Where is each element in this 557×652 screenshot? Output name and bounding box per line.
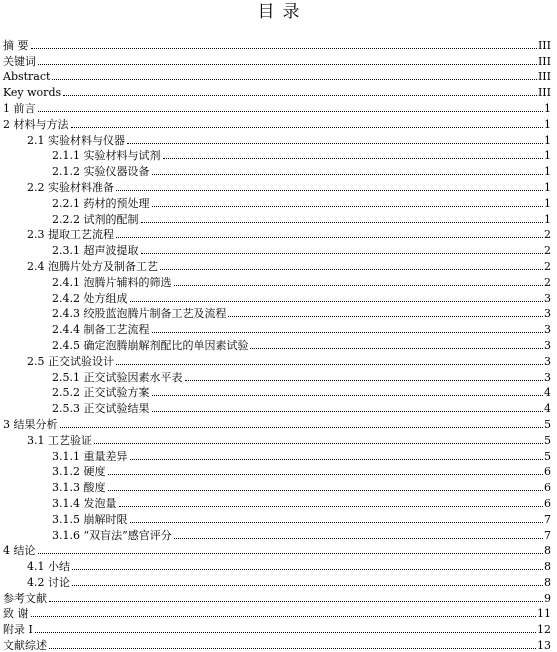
dot-leader bbox=[60, 427, 544, 428]
toc-entry[interactable] bbox=[0, 478, 551, 494]
toc-entry[interactable] bbox=[0, 510, 551, 526]
toc-entry[interactable] bbox=[0, 494, 551, 510]
toc-entry-page-number: 6 bbox=[544, 465, 551, 479]
toc-entry[interactable] bbox=[0, 320, 551, 336]
toc-entry-label: 2.5.1 正交试验因素水平表 bbox=[52, 370, 183, 384]
dot-leader bbox=[108, 474, 544, 475]
toc-entry-page-number: 3 bbox=[544, 370, 551, 384]
toc-entry-label: 2.2 实验材料准备 bbox=[27, 180, 114, 194]
toc-entry-page-number: 3 bbox=[544, 307, 551, 321]
toc-entry-page-number: 9 bbox=[544, 591, 551, 605]
toc-entry-label: 2.2.1 药材的预处理 bbox=[52, 196, 150, 210]
toc-entry-page-number: 8 bbox=[544, 575, 551, 589]
toc-entry[interactable] bbox=[0, 68, 551, 84]
dot-leader bbox=[38, 553, 544, 554]
toc-entry[interactable] bbox=[0, 589, 551, 605]
dot-leader bbox=[72, 569, 543, 570]
dot-leader bbox=[250, 348, 543, 349]
dot-leader bbox=[31, 616, 537, 617]
dot-leader bbox=[63, 95, 537, 96]
table-of-contents bbox=[0, 36, 551, 652]
dot-leader bbox=[152, 395, 544, 396]
dot-leader bbox=[174, 538, 543, 539]
toc-entry-label: 关键词 bbox=[3, 54, 36, 68]
dot-leader bbox=[127, 143, 543, 144]
dot-leader bbox=[108, 490, 544, 491]
toc-entry-label: 4.1 小结 bbox=[27, 560, 70, 574]
toc-entry-page-number: 6 bbox=[544, 481, 551, 495]
dot-leader bbox=[152, 411, 544, 412]
toc-entry-page-number: 2 bbox=[544, 228, 551, 242]
toc-entry[interactable] bbox=[0, 620, 551, 636]
toc-entry-label: 2.4.1 泡腾片辅料的筛选 bbox=[52, 275, 172, 289]
toc-entry[interactable] bbox=[0, 431, 551, 447]
toc-entry-label: 附录 I bbox=[3, 623, 33, 637]
toc-entry-label: 2.4 泡腾片处方及制备工艺 bbox=[27, 259, 158, 273]
toc-entry-page-number: 2 bbox=[544, 244, 551, 258]
toc-entry-page-number: 1 bbox=[544, 101, 551, 115]
toc-entry-page-number: III bbox=[537, 38, 551, 52]
toc-entry-label: 2.3 提取工艺流程 bbox=[27, 228, 114, 242]
toc-entry-page-number: III bbox=[537, 54, 551, 68]
toc-entry[interactable] bbox=[0, 557, 551, 573]
dot-leader bbox=[31, 48, 537, 49]
dot-leader bbox=[94, 443, 543, 444]
toc-entry-label: 3.1.1 重量差异 bbox=[52, 449, 128, 463]
dot-leader bbox=[38, 111, 544, 112]
toc-entry-page-number: 8 bbox=[544, 544, 551, 558]
toc-entry-label: 3.1.4 发泡量 bbox=[52, 496, 117, 510]
toc-entry-page-number: 8 bbox=[544, 560, 551, 574]
dot-leader bbox=[72, 585, 543, 586]
toc-entry[interactable] bbox=[0, 131, 551, 147]
toc-entry-page-number: 1 bbox=[544, 165, 551, 179]
dot-leader bbox=[130, 459, 544, 460]
toc-entry[interactable] bbox=[0, 447, 551, 463]
toc-entry[interactable] bbox=[0, 368, 551, 384]
dot-leader bbox=[141, 222, 544, 223]
toc-entry-label: 2 材料与方法 bbox=[3, 117, 69, 131]
toc-entry[interactable] bbox=[0, 605, 551, 621]
dot-leader bbox=[116, 237, 543, 238]
toc-entry[interactable] bbox=[0, 194, 551, 210]
toc-entry-label: 3.1.6 “双盲法”感官评分 bbox=[52, 528, 172, 542]
toc-entry-page-number: 2 bbox=[544, 275, 551, 289]
toc-entry-label: 2.3.1 超声波提取 bbox=[52, 244, 139, 258]
toc-entry[interactable] bbox=[0, 289, 551, 305]
toc-entry-label: 参考文献 bbox=[3, 591, 47, 605]
toc-entry[interactable] bbox=[0, 336, 551, 352]
toc-entry[interactable] bbox=[0, 399, 551, 415]
toc-entry[interactable] bbox=[0, 226, 551, 242]
toc-entry-label: 2.1.1 实验材料与试剂 bbox=[52, 149, 161, 163]
toc-entry-label: 2.5 正交试验设计 bbox=[27, 354, 114, 368]
toc-entry-page-number: 1 bbox=[544, 180, 551, 194]
dot-leader bbox=[71, 127, 544, 128]
toc-entry-page-number: 5 bbox=[544, 449, 551, 463]
toc-entry-page-number: 2 bbox=[544, 259, 551, 273]
toc-entry-label: Key words bbox=[3, 86, 62, 100]
toc-entry-page-number: 1 bbox=[544, 133, 551, 147]
toc-entry-page-number: 4 bbox=[544, 402, 551, 416]
toc-entry[interactable] bbox=[0, 384, 551, 400]
dot-leader bbox=[141, 253, 544, 254]
toc-entry-label: 2.1.2 实验仪器设备 bbox=[52, 165, 150, 179]
dot-leader bbox=[152, 332, 544, 333]
toc-entry-label: 3.1.5 崩解时限 bbox=[52, 512, 128, 526]
toc-entry[interactable] bbox=[0, 210, 551, 226]
toc-entry-page-number: 6 bbox=[544, 496, 551, 510]
toc-entry-label: 4 结论 bbox=[3, 544, 36, 558]
toc-entry[interactable] bbox=[0, 147, 551, 163]
dot-leader bbox=[174, 285, 544, 286]
toc-entry-label: 2.5.2 正交试验方案 bbox=[52, 386, 150, 400]
toc-entry[interactable] bbox=[0, 257, 551, 273]
dot-leader bbox=[130, 522, 544, 523]
toc-entry-label: 3.1.2 硬度 bbox=[52, 465, 106, 479]
dot-leader bbox=[49, 601, 543, 602]
toc-title: 目录 bbox=[257, 2, 308, 22]
toc-entry-label: 文献综述 bbox=[3, 639, 47, 652]
toc-entry[interactable] bbox=[0, 526, 551, 542]
toc-entry-label: 2.4.2 处方组成 bbox=[52, 291, 128, 305]
toc-entry-page-number: 7 bbox=[544, 512, 551, 526]
toc-entry[interactable] bbox=[0, 305, 551, 321]
toc-entry-label: 3 结果分析 bbox=[3, 417, 58, 431]
dot-leader bbox=[163, 158, 544, 159]
dot-leader bbox=[116, 364, 543, 365]
toc-entry-page-number: III bbox=[537, 86, 551, 100]
toc-entry-label: 摘 要 bbox=[3, 38, 29, 52]
toc-entry-page-number: 3 bbox=[544, 338, 551, 352]
dot-leader bbox=[52, 79, 537, 80]
toc-entry-label: 2.4.5 确定泡腾崩解剂配比的单因素试验 bbox=[52, 338, 249, 352]
toc-entry-label: Abstract bbox=[3, 70, 51, 84]
toc-entry-page-number: 1 bbox=[544, 149, 551, 163]
toc-entry[interactable] bbox=[0, 99, 551, 115]
toc-entry[interactable] bbox=[0, 415, 551, 431]
dot-leader bbox=[185, 380, 544, 381]
toc-entry-page-number: 1 bbox=[544, 196, 551, 210]
toc-entry[interactable] bbox=[0, 542, 551, 558]
toc-entry-label: 2.2.2 试剂的配制 bbox=[52, 212, 139, 226]
dot-leader bbox=[38, 64, 537, 65]
toc-entry[interactable] bbox=[0, 352, 551, 368]
toc-entry[interactable] bbox=[0, 83, 551, 99]
toc-entry-label: 2.5.3 正交试验结果 bbox=[52, 402, 150, 416]
dot-leader bbox=[130, 301, 544, 302]
toc-entry-page-number: 11 bbox=[537, 607, 551, 621]
toc-entry-page-number: 12 bbox=[537, 623, 551, 637]
toc-entry-label: 2.4.3 绞股蓝泡腾片制备工艺及流程 bbox=[52, 307, 227, 321]
toc-entry[interactable] bbox=[0, 178, 551, 194]
dot-leader bbox=[119, 506, 544, 507]
dot-leader bbox=[160, 269, 543, 270]
toc-entry-page-number: III bbox=[537, 70, 551, 84]
toc-entry[interactable] bbox=[0, 241, 551, 257]
dot-leader bbox=[228, 316, 543, 317]
toc-entry-label: 致 谢 bbox=[3, 607, 29, 621]
toc-entry-label: 2.4.4 制备工艺流程 bbox=[52, 323, 150, 337]
toc-entry[interactable] bbox=[0, 36, 551, 52]
toc-entry-page-number: 4 bbox=[544, 386, 551, 400]
toc-entry-page-number: 5 bbox=[544, 417, 551, 431]
toc-entry-page-number: 5 bbox=[544, 433, 551, 447]
dot-leader bbox=[49, 648, 536, 649]
toc-entry-label: 3.1 工艺验证 bbox=[27, 433, 92, 447]
toc-entry[interactable] bbox=[0, 273, 551, 289]
toc-entry-page-number: 3 bbox=[544, 323, 551, 337]
toc-entry-page-number: 3 bbox=[544, 354, 551, 368]
dot-leader bbox=[35, 632, 536, 633]
toc-entry-page-number: 7 bbox=[544, 528, 551, 542]
toc-entry[interactable] bbox=[0, 115, 551, 131]
dot-leader bbox=[152, 206, 544, 207]
toc-entry-label: 1 前言 bbox=[3, 101, 36, 115]
toc-entry[interactable] bbox=[0, 162, 551, 178]
dot-leader bbox=[116, 190, 543, 191]
toc-entry-label: 3.1.3 酸度 bbox=[52, 481, 106, 495]
dot-leader bbox=[152, 174, 544, 175]
toc-entry-page-number: 3 bbox=[544, 291, 551, 305]
toc-entry-label: 4.2 讨论 bbox=[27, 575, 70, 589]
toc-entry[interactable] bbox=[0, 573, 551, 589]
toc-entry-label: 2.1 实验材料与仪器 bbox=[27, 133, 125, 147]
toc-entry-page-number: 13 bbox=[537, 639, 551, 652]
toc-entry[interactable] bbox=[0, 52, 551, 68]
toc-entry[interactable] bbox=[0, 463, 551, 479]
toc-entry-page-number: 1 bbox=[544, 117, 551, 131]
toc-entry-page-number: 1 bbox=[544, 212, 551, 226]
